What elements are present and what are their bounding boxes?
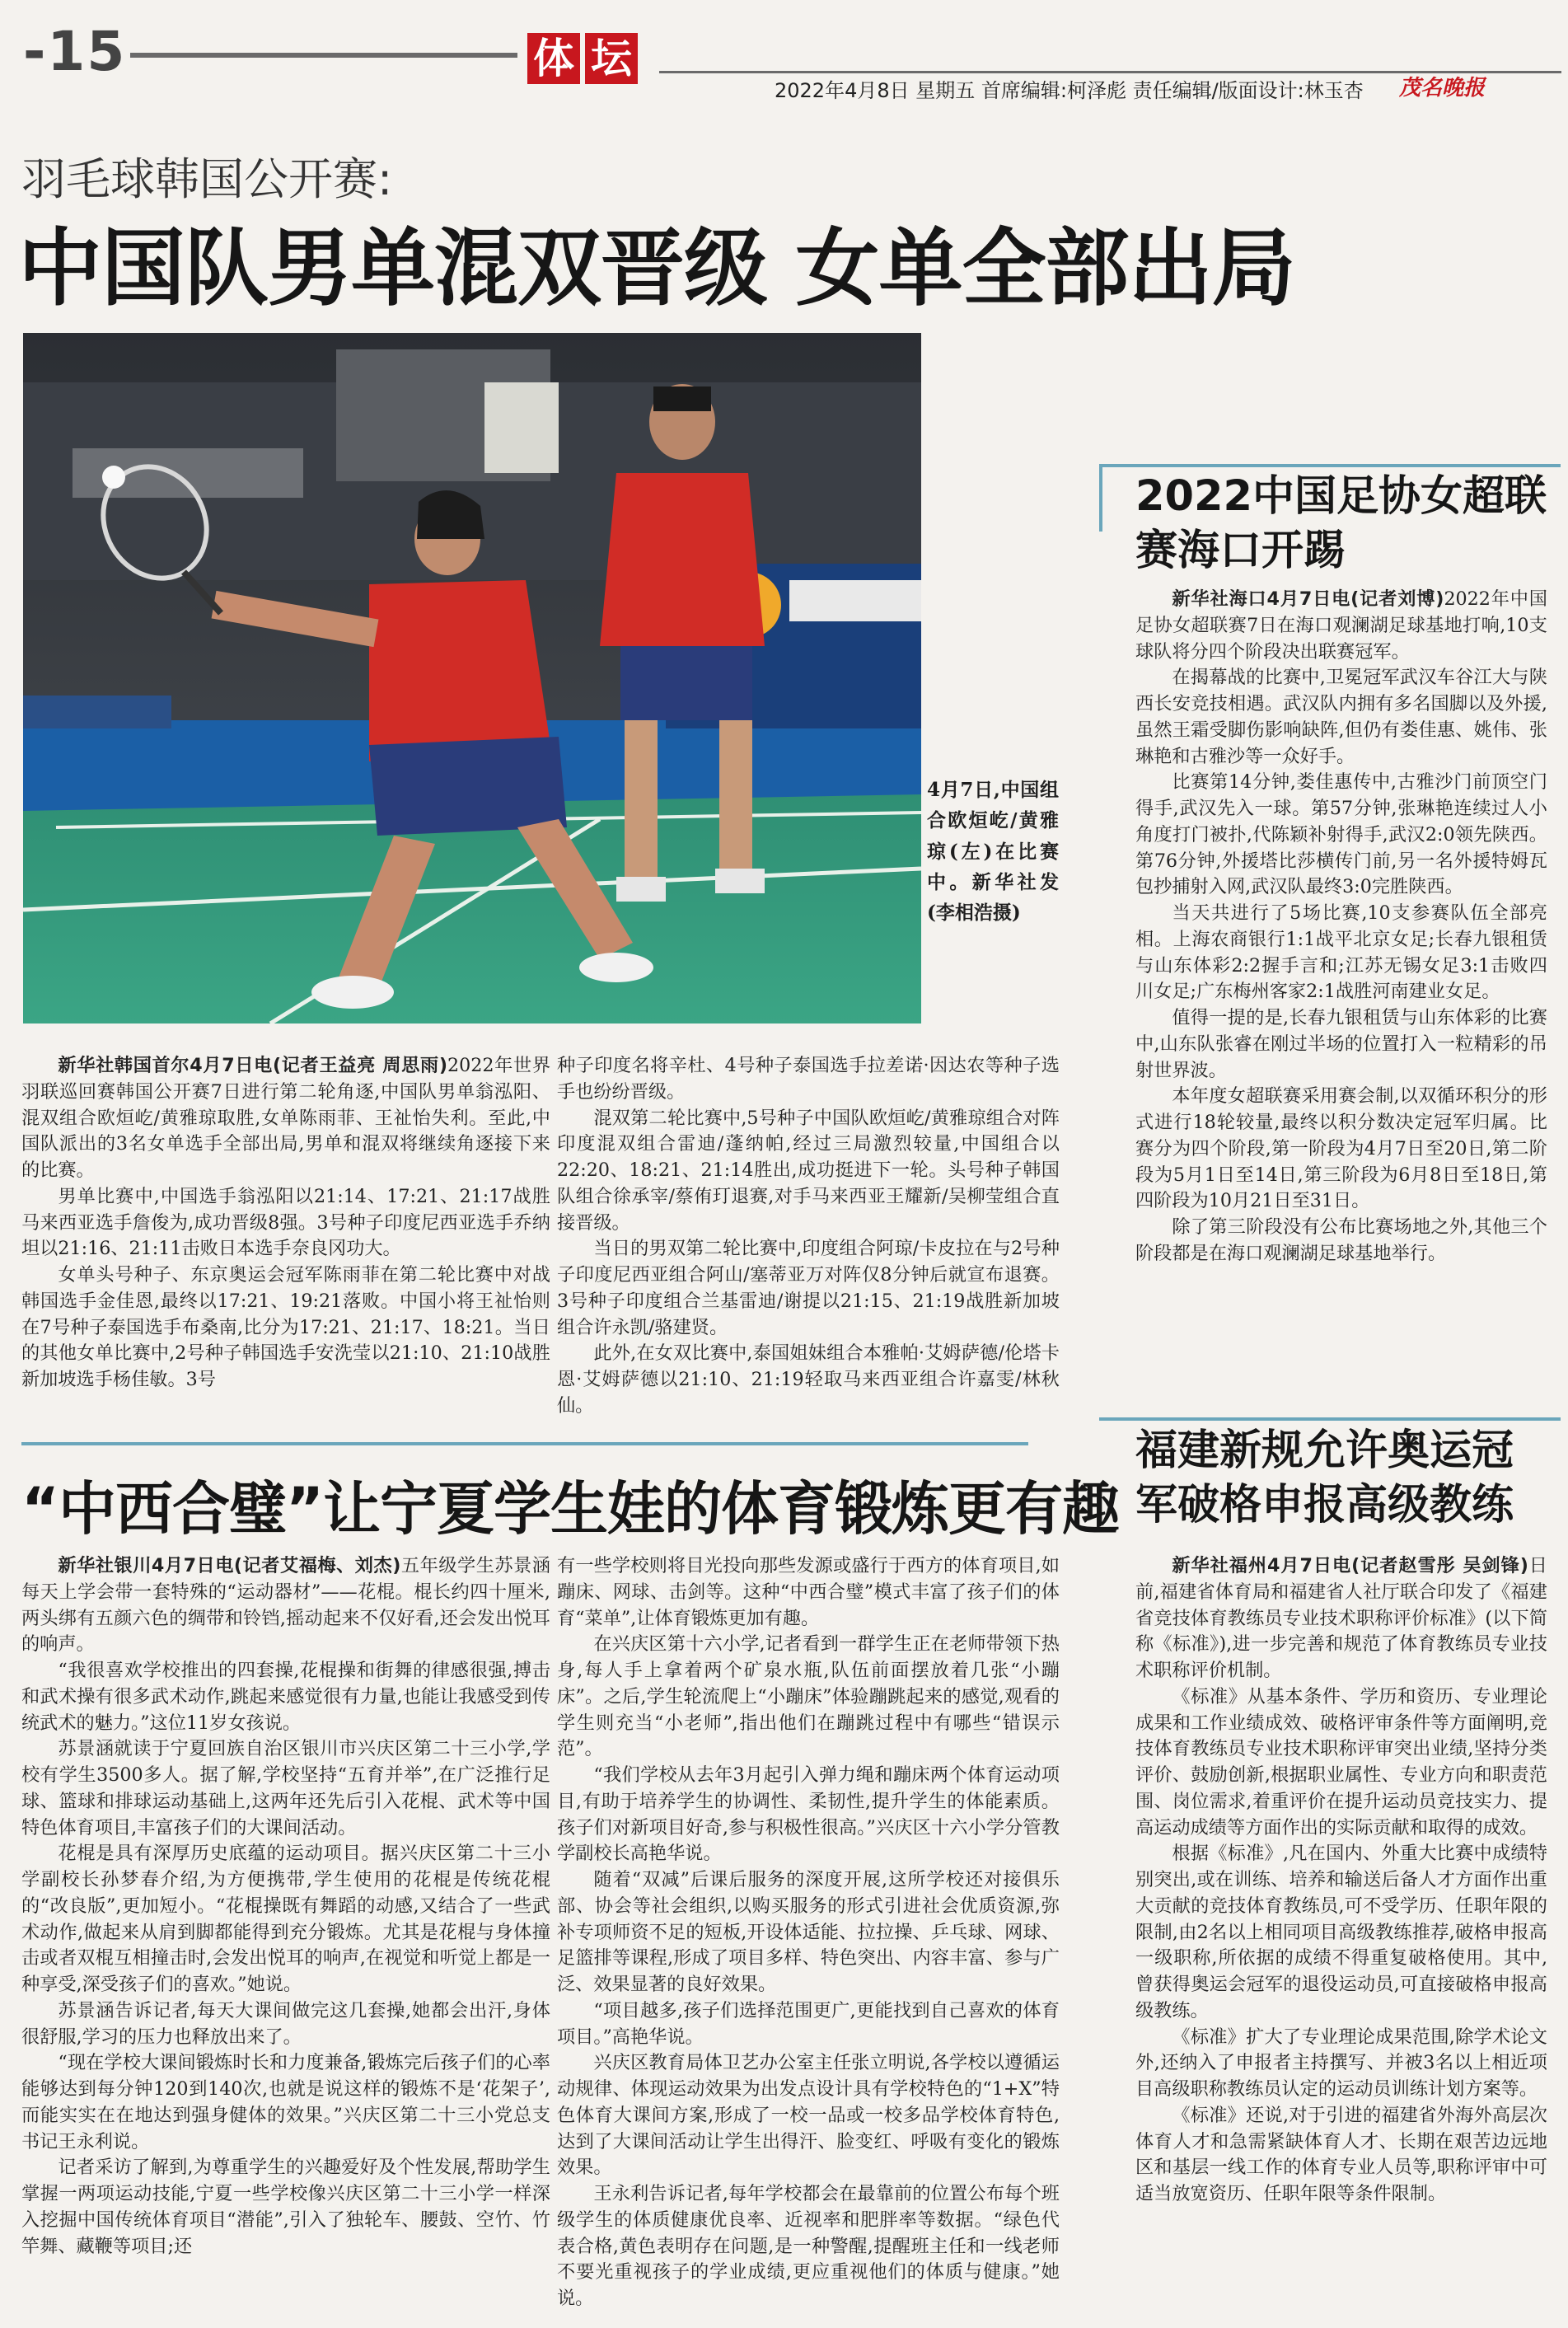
lead-text: 2022年中国足协女超联赛7日在海口观澜湖足球基地打响,10支球队将分四个阶段决出联赛冠军。 [1135,588,1547,663]
paragraph: 此外,在女双比赛中,泰国姐妹组合本雅帕·艾姆萨德/伦塔卡恩·艾姆萨德以21:10、21:19轻取马来西亚组合许嘉雯/林秋仙。 [557,1342,1060,1417]
paragraph: 值得一提的是,长春九银租赁与山东体彩的比赛中,山东队张睿在刚过半场的位置打入一粒精彩的吊射世界波。 [1135,1007,1547,1081]
dateline: 2022年4月8日 星期五 首席编辑:柯泽彪 责任编辑/版面设计:林玉杏 [775,79,1364,102]
paragraph: 男单比赛中,中国选手翁泓阳以21:14、17:21、21:17战胜马来西亚选手詹俊为,成功晋级8强。3号种子印度尼西亚选手乔纳坦以21:16、21:11击败日本选手奈良冈功大。 [21,1185,550,1260]
lead-paragraph [1135,587,1547,665]
header-rule [130,53,517,58]
lead-text: 日前,福建省体育局和福建省人社厅联合印发了《福建省竞技体育教练员专业技术职称评价标准》(以下简称《标准》),进一步完善和规范了体育教练员专业技术职称评价机制。 [1135,1555,1547,1681]
paragraph: 比赛第14分钟,娄佳惠传中,古雅沙门前顶空门得手,武汉先入一球。第57分钟,张琳艳连续过人小角度打门被扑,代陈颖补射得手,武汉2:0领先陕西。第76分钟,外援塔比莎横传门前,另一名外援特姆瓦包抄捕射入网,武汉队最终3:0完胜陕西。 [1135,771,1547,898]
paragraph: 本年度女超联赛采用赛会制,以双循环积分的形式进行18轮较量,最终以积分数决定冠军归属。比赛分为四个阶段,第一阶段为4月7日至20日,第二阶段为5月1日至14日,第三阶段为6月8日至18日,第四阶段为10月21日至31日。 [1135,1085,1547,1212]
byline: 新华社海口4月7日电(记者刘博) [1172,588,1444,610]
section-label-char: 坛 [585,33,638,84]
kicker: 羽毛球韩国公开赛: [21,153,393,205]
section-label-char: 体 [527,33,580,84]
paragraph: 《标准》从基本条件、学历和资历、专业理论成果和工作业绩成效、破格评审条件等方面阐明,竞技体育教练员专业技术职称评审突出业绩,坚持分类评价、鼓励创新,根据职业属性、专业方向和职责范围、岗位需求,着重评价在提升运动员竞技实力、提高运动成绩等方面作出的实际贡献和取得的成效。 [1135,1685,1547,1839]
paragraph: 混双第二轮比赛中,5号种子中国队欧烜屹/黄雅琼组合对阵印度混双组合雷迪/蓬纳帕,经过三局激烈较量,中国组合以22:20、18:21、21:14胜出,成功挺进下一轮。头号种子韩国队组合徐承宰/蔡侑玎退赛,对手马来西亚王耀新/吴柳莹组合直接晋级。 [557,1107,1060,1234]
paragraph: 花棍是具有深厚历史底蕴的运动项目。据兴庆区第二十三小学副校长孙梦春介绍,为方便携带,学生使用的花棍是传统花棍的“改良版”,更加短小。“花棍操既有舞蹈的动感,又结合了一些武术动作,做起来从肩到脚都能得到充分锻炼。尤其是花棍与身体撞击或者双棍互相撞击时,会发出悦耳的响声,在视觉和听觉上都是一种享受,深受孩子们的喜欢。”她说。 [21,1843,550,1995]
paragraph: “我们学校从去年3月起引入弹力绳和蹦床两个体育运动项目,有助于培养学生的协调性、柔韧性,提升学生的体能素质。孩子们对新项目好奇,参与积极性很高。”兴庆区十六小学分管教学副校长高艳华说。 [557,1764,1060,1865]
lead-paragraph [21,1053,550,1184]
paragraph: 当天共进行了5场比赛,10支参赛队伍全部亮相。上海农商银行1:1战平北京女足;长春九银租赁与山东体彩2:2握手言和;江苏无锡女足3:1击败四川女足;广东梅州客家2:1战胜河南建业女足。 [1135,902,1547,1003]
article-column [21,1553,550,2260]
lead-paragraph [21,1553,550,1658]
lead-text: 五年级学生苏景涵每天上学会带一套特殊的“运动器材”——花棍。棍长约四十厘米,两头绑有五颜六色的绸带和铃铛,摇动起来不仅好看,还会发出悦耳的响声。 [21,1555,550,1656]
paragraph: 在揭幕战的比赛中,卫冕冠军武汉车谷江大与陕西长安竞技相遇。武汉队内拥有多名国脚以及外援,虽然王霜受脚伤影响缺阵,但仍有娄佳惠、姚伟、张琳艳和古雅沙等一众好手。 [1135,667,1547,767]
paragraph-continued: 有一些学校则将目光投向那些发源或盛行于西方的体育项目,如蹦床、网球、击剑等。这种“中西合璧”模式丰富了孩子们的体育“菜单”,让体育锻炼更加有趣。 [557,1555,1060,1629]
byline: 新华社韩国首尔4月7日电(记者王益亮 周思雨) [58,1055,448,1076]
photo-caption: 4月7日,中国组合欧烜屹/黄雅琼(左)在比赛中。新华社发(李相浩摄) [927,779,1059,924]
byline: 新华社福州4月7日电(记者赵雪彤 吴剑锋) [1172,1555,1528,1576]
paragraph: 王永利告诉记者,每年学校都会在最靠前的位置公布每个班级学生的体质健康优良率、近视率和肥胖率等数据。“绿色代表合格,黄色表明存在问题,是一种警醒,提醒班主任和一线老师不要光重视孩子的学业成绩,更应重视他们的体质与健康。”她说。 [557,2183,1060,2309]
page-number: -15 [23,20,127,83]
paragraph: 在兴庆区第十六小学,记者看到一群学生正在老师带领下热身,每人手上拿着两个矿泉水瓶,队伍前面摆放着几张“小蹦床”。之后,学生轮流爬上“小蹦床”体验蹦跳起来的感觉,观看的学生则充当“小老师”,指出他们在蹦跳过程中有哪些“错误示范”。 [557,1633,1060,1760]
badminton-photo [23,333,921,1023]
paragraph: 《标准》还说,对于引进的福建省外海外高层次体育人才和急需紧缺体育人才、长期在艰苦边远地区和基层一线工作的体育专业人员等,职称评审中可适当放宽资历、任职年限等条件限制。 [1135,2104,1547,2204]
lead-paragraph [1135,1553,1547,1684]
paragraph: 随着“双减”后课后服务的深度开展,这所学校还对接俱乐部、协会等社会组织,以购买服务的形式引进社会优质资源,弥补专项师资不足的短板,开设体适能、拉拉操、乒乓球、网球、足篮排等课程,形成了项目多样、特色突出、内容丰富、参与广泛、效果显著的良好效果。 [557,1869,1060,1995]
paragraph: “项目越多,孩子们选择范围更广,更能找到自己喜欢的体育项目。”高艳华说。 [557,1999,1060,2048]
byline: 新华社银川4月7日电(记者艾福梅、刘杰) [58,1555,401,1576]
paragraph: 兴庆区教育局体卫艺办公室主任张立明说,各学校以遵循运动规律、体现运动效果为出发点设计具有学校特色的“1+X”特色体育大课间方案,形成了一校一品或一校多品学校体育特色,达到了大课间活动让学生出得汗、脸变红、呼吸有变化的锻炼效果。 [557,2052,1060,2179]
lead-text: 2022年世界羽联巡回赛韩国公开赛7日进行第二轮角逐,中国队男单翁泓阳、混双组合欧烜屹/黄雅琼取胜,女单陈雨菲、王祉怡失利。至此,中国队派出的3名女单选手全部出局,男单和混双将继续角逐接下来的比赛。 [21,1055,551,1181]
paragraph: 《标准》扩大了专业理论成果范围,除学术论文外,还纳入了申报者主持撰写、并被3名以上相近项目高级职称教练员认定的运动员训练计划方案等。 [1135,2026,1547,2100]
article-headline: 福建新规允许奥运冠军破格申报高级教练 [1135,1426,1514,1530]
paragraph-continued: 种子印度名将辛杜、4号种子泰国选手拉差诺·因达农等种子选手也纷纷晋级。 [557,1055,1060,1103]
paragraph: 根据《标准》,凡在国内、外重大比赛中成绩特别突出,或在训练、培养和输送后备人才方面作出重大贡献的竞技体育教练员,可不受学历、任职年限的限制,由2名以上相同项目高级教练推荐,破格申报高一级职称,所依据的成绩不得重复破格使用。其中,曾获得奥运会冠军的退役运动员,可直接破格申报高级教练。 [1135,1843,1547,2021]
section-divider [1099,1417,1561,1421]
paragraph: 记者采访了解到,为尊重学生的兴趣爱好及个性发展,帮助学生掌握一两项运动技能,宁夏一些学校像兴庆区第二十三小学一样深入挖掘中国传统体育项目“潜能”,引入了独轮车、腰鼓、空竹、竹竿舞、藏鞭等项目;还 [21,2157,550,2257]
paragraph: 女单头号种子、东京奥运会冠军陈雨菲在第二轮比赛中对战韩国选手金佳恩,最终以17:21、19:21落败。中国小将王祉怡则在7号种子泰国选手布桑南,比分为17:21、21:17、18:21。当日的其他女单比赛中,2号种子韩国选手安洗莹以21:10、21:10战胜新加坡选手杨佳敏。3号 [21,1264,550,1390]
article-column [1135,587,1547,1267]
paragraph: 当日的男双第二轮比赛中,印度组合阿琼/卡皮拉在与2号种子印度尼西亚组合阿山/塞蒂亚万对阵仅8分钟后就宣布退赛。3号种子印度组合兰基雷迪/谢提以21:15、21:19战胜新加坡组合许永凯/骆建贤。 [557,1238,1060,1338]
article-headline: 2022中国足协女超联赛海口开踢 [1135,472,1547,576]
article-column [557,1553,1060,2312]
article-column [21,1053,550,1394]
paragraph: 苏景涵就读于宁夏回族自治区银川市兴庆区第二十三小学,学校有学生3500多人。据了解,学校坚持“五育并举”,在广泛推行足球、篮球和排球运动基础上,这两年还先后引入花棍、武术等中国特色体育项目,丰富孩子们的大课间活动。 [21,1738,550,1839]
section-divider [21,1442,1028,1445]
masthead-logo: 茂名晚报 [1399,76,1486,101]
article-column [557,1053,1060,1420]
paragraph: “我很喜欢学校推出的四套操,花棍操和街舞的律感很强,搏击和武术操有很多武术动作,跳起来感觉很有力量,也能让我感受到传统武术的魅力。”这位11岁女孩说。 [21,1660,550,1734]
main-headline: 中国队男单混双晋级 女单全部出局 [18,220,1295,318]
paragraph: 除了第三阶段没有公布比赛场地之外,其他三个阶段都是在海口观澜湖足球基地举行。 [1135,1216,1547,1264]
section-divider [1099,466,1102,532]
paragraph: 苏景涵告诉记者,每天大课间做完这几套操,她都会出汗,身体很舒服,学习的压力也释放出来了。 [21,1999,550,2048]
article-headline: “中西合璧”让宁夏学生娃的体育锻炼更有趣 [21,1475,1120,1543]
paragraph: “现在学校大课间锻炼时长和力度兼备,锻炼完后孩子们的心率能够达到每分钟120到140次,也就是说这样的锻炼不是‘花架子’,而能实实在在地达到强身健体的效果。”兴庆区第二十三小党总支书记王永利说。 [21,2052,550,2152]
section-divider [1099,464,1561,467]
article-column [1135,1553,1547,2208]
